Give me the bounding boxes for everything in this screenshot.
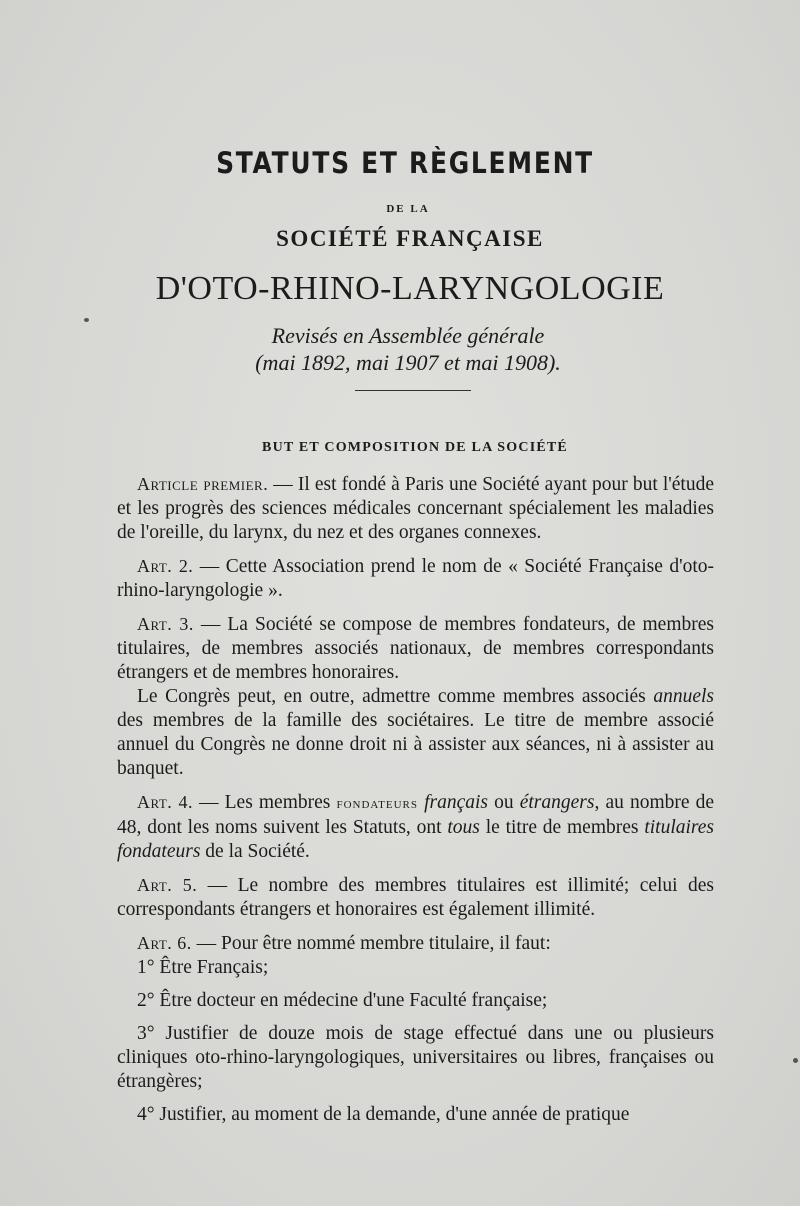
article-label: Article premier. (137, 474, 269, 494)
revision-line-1: Revisés en Assemblée générale (271, 323, 545, 348)
article-text: — La Société se compose de membres fondateurs, de membres titulaires, de membres associés nationaux, de membres correspondants étrangers et de membres honoraires. (117, 614, 714, 683)
article-text: — Pour être nommé membre titulaire, il faut: (191, 933, 551, 954)
article-label: Art. 6. (137, 933, 192, 953)
article-text: — Il est fondé à Paris une Société ayant pour but l'étude et les progrès des sciences médicales concernant spécialement les maladies de l'oreille, du larynx, du nez et des organes connexes. (117, 474, 714, 543)
de-la-heading: DE LA (386, 203, 430, 215)
text-span: de la Société. (200, 841, 310, 862)
text-span: — Les membres (192, 792, 337, 813)
article-label: Art. 2. (137, 556, 194, 576)
article-2 (117, 554, 714, 603)
article-label: Art. 5. (137, 875, 198, 895)
article-text: — Le nombre des membres titulaires est illimité; celui des correspondants étrangers et honoraires est également illimité. (117, 875, 714, 920)
emphasis: titulaires fondateurs (117, 817, 715, 862)
article-6 (117, 931, 714, 956)
text-span: des membres de la famille des sociétaires. Le titre de membre associé annuel du Congrès ne donne droit ni à assister aux séances, ni à assister au banquet. (117, 710, 714, 779)
article-6-item-3: 3° Justifier de douze mois de stage effectué dans une ou plusieurs cliniques oto-rhino-laryngologiques, universitaires ou libres, françaises ou étrangères; (117, 1023, 714, 1092)
emphasis: étrangers (519, 792, 595, 813)
text-span: Le Congrès peut, en outre, admettre comme membres associés (137, 686, 654, 707)
article-label: Art. 3. (137, 614, 194, 634)
document-title: STATUTS ET RÈGLEMENT (216, 146, 594, 180)
article-1 (117, 472, 714, 545)
article-label: Art. 4. (137, 792, 193, 812)
article-3-paragraph-2 (117, 685, 714, 781)
emphasis: français (424, 792, 489, 813)
article-4 (117, 790, 714, 864)
paper-speck (793, 1058, 798, 1063)
emphasis: tous (447, 817, 480, 838)
section-title: BUT ET COMPOSITION DE LA SOCIÉTÉ (262, 440, 568, 455)
horizontal-rule (355, 390, 471, 391)
text-span: le titre de membres (479, 817, 645, 838)
articles-body (117, 472, 714, 1136)
article-6-item-4: 4° Justifier, au moment de la demande, d'une année de pratique (137, 1104, 630, 1125)
article-6-item-2: 2° Être docteur en médecine d'une Faculté française; (137, 990, 548, 1011)
article-5 (117, 873, 714, 922)
revision-line-2: (mai 1892, mai 1907 et mai 1908). (255, 350, 561, 375)
small-caps-word: fondateurs (336, 795, 418, 812)
specialty-heading: D'OTO-RHINO-LARYNGOLOGIE (155, 270, 665, 307)
text-span: , au nombre de 48, dont les noms suivent les Statuts, ont (117, 792, 715, 838)
article-text: — Cette Association prend le nom de « Société Française d'oto-rhino-laryngologie ». (117, 556, 714, 601)
paper-speck (84, 318, 89, 322)
article-3 (117, 612, 714, 685)
revision-note (0, 322, 800, 376)
text-span: ou (488, 792, 520, 813)
article-6-item-1: 1° Être Français; (137, 957, 269, 978)
emphasis: annuels (653, 686, 714, 707)
society-heading: SOCIÉTÉ FRANÇAISE (276, 226, 544, 251)
